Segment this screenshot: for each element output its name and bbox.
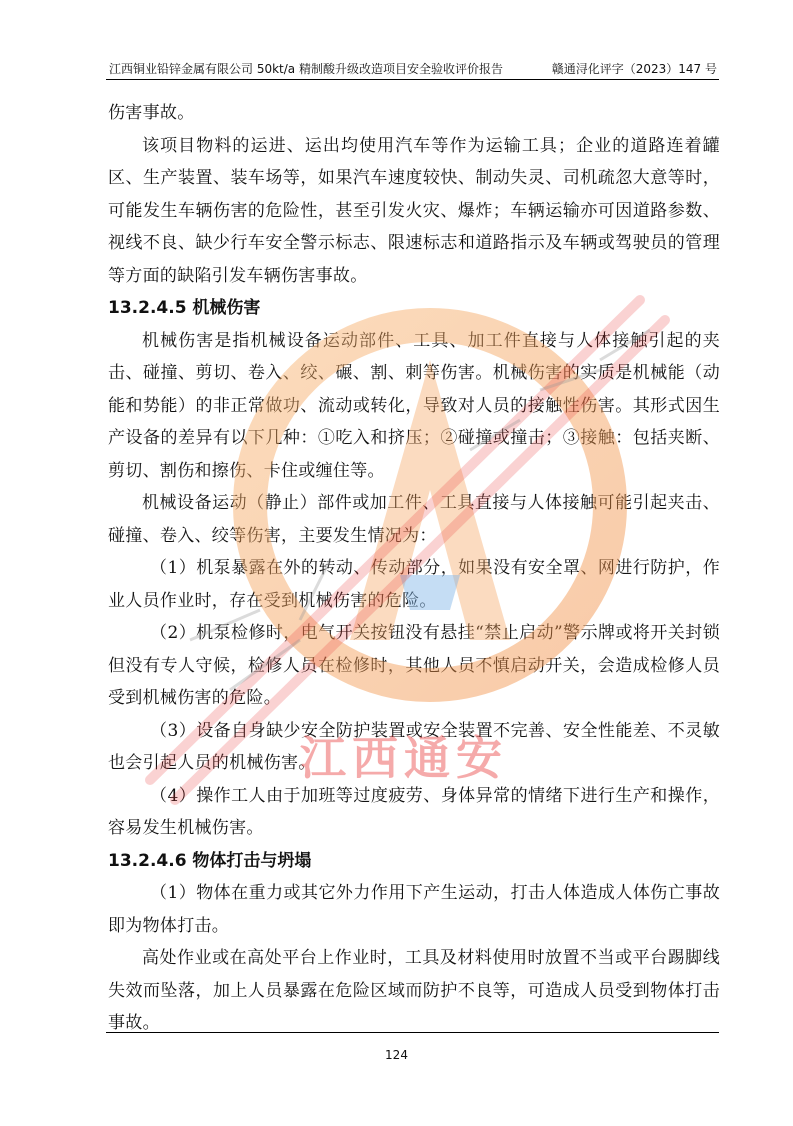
paragraph-vehicle-injury: 该项目物料的运进、运出均使用汽车等作为运输工具；企业的道路连着罐区、生产装置、装车场等，如果汽车速度较快、制动失灵、司机疏忽大意等时，可能发生车辆伤害的危险性，甚至引发火灾、爆炸；车辆运输亦可因道路参数、视线不良、缺少行车安全警示标志、限速标志和道路指示及车辆或驾驶员的管理等方面的缺陷引发车辆伤害事故。 (108, 135, 720, 286)
section-heading-object-strike: 13.2.4.6 物体打击与坍塌 (108, 850, 312, 871)
section-heading-mechanical-injury: 13.2.4.5 机械伤害 (108, 298, 261, 318)
paragraph-mechanical-definition: 机械伤害是指机械设备运动部件、工具、加工件直接与人体接触引起的夹击、碰撞、剪切、卷入、绞、碾、割、刺等伤害。机械伤害的实质是机械能（动能和势能）的非正常做功、流动或转化，导致对人员的接触性伤害。其形式因生产设备的差异有以下几种：①吃入和挤压；②碰撞或撞击；③接触：包括夹断、剪切、割伤和擦伤、卡住或缠住等。 (108, 330, 720, 481)
header-report-title: 江西铜业铅锌金属有限公司 50kt/a 精制酸升级改造项目安全验收评价报告 (109, 62, 503, 76)
paragraph-case-2: （2）机泵检修时，电气开关按钮没有悬挂“禁止启动”警示牌或将开关封锁但没有专人守候，检修人员在检修时，其他人员不慎启动开关，会造成检修人员受到机械伤害的危险。 (108, 623, 720, 708)
paragraph-intro: 伤害事故。 (108, 103, 195, 123)
paragraph-object-strike-cases: 高处作业或在高处平台上作业时，工具及材料使用时放置不当或平台踢脚线失效而坠落，加上人员暴露在危险区域而防护不良等，可造成人员受到物体打击事故。 (108, 948, 720, 1033)
paragraph-mechanical-cases: 机械设备运动（静止）部件或加工件、工具直接与人体接触可能引起夹击、碰撞、卷入、绞等伤害，主要发生情况为： (108, 493, 720, 546)
header-rule (106, 79, 719, 80)
footer-rule (106, 1032, 719, 1033)
page-body (108, 97, 720, 1040)
paragraph-case-3: （3）设备自身缺少安全防护装置或安全装置不完善、安全性能差、不灵敏也会引起人员的机械伤害。 (108, 720, 720, 773)
paragraph-case-4: （4）操作工人由于加班等过度疲劳、身体异常的情绪下进行生产和操作，容易发生机械伤害。 (108, 785, 720, 838)
watermark-text: 江西通安 (300, 731, 508, 785)
page-number: 124 (385, 1048, 408, 1062)
paragraph-object-strike-definition: （1）物体在重力或其它外力作用下产生运动，打击人体造成人体伤亡事故即为物体打击。 (108, 883, 720, 936)
paragraph-case-1: （1）机泵暴露在外的转动、传动部分，如果没有安全罩、网进行防护，作业人员作业时，存在受到机械伤害的危险。 (108, 558, 720, 611)
header-report-number: 赣通浔化评字（2023）147 号 (551, 62, 717, 76)
